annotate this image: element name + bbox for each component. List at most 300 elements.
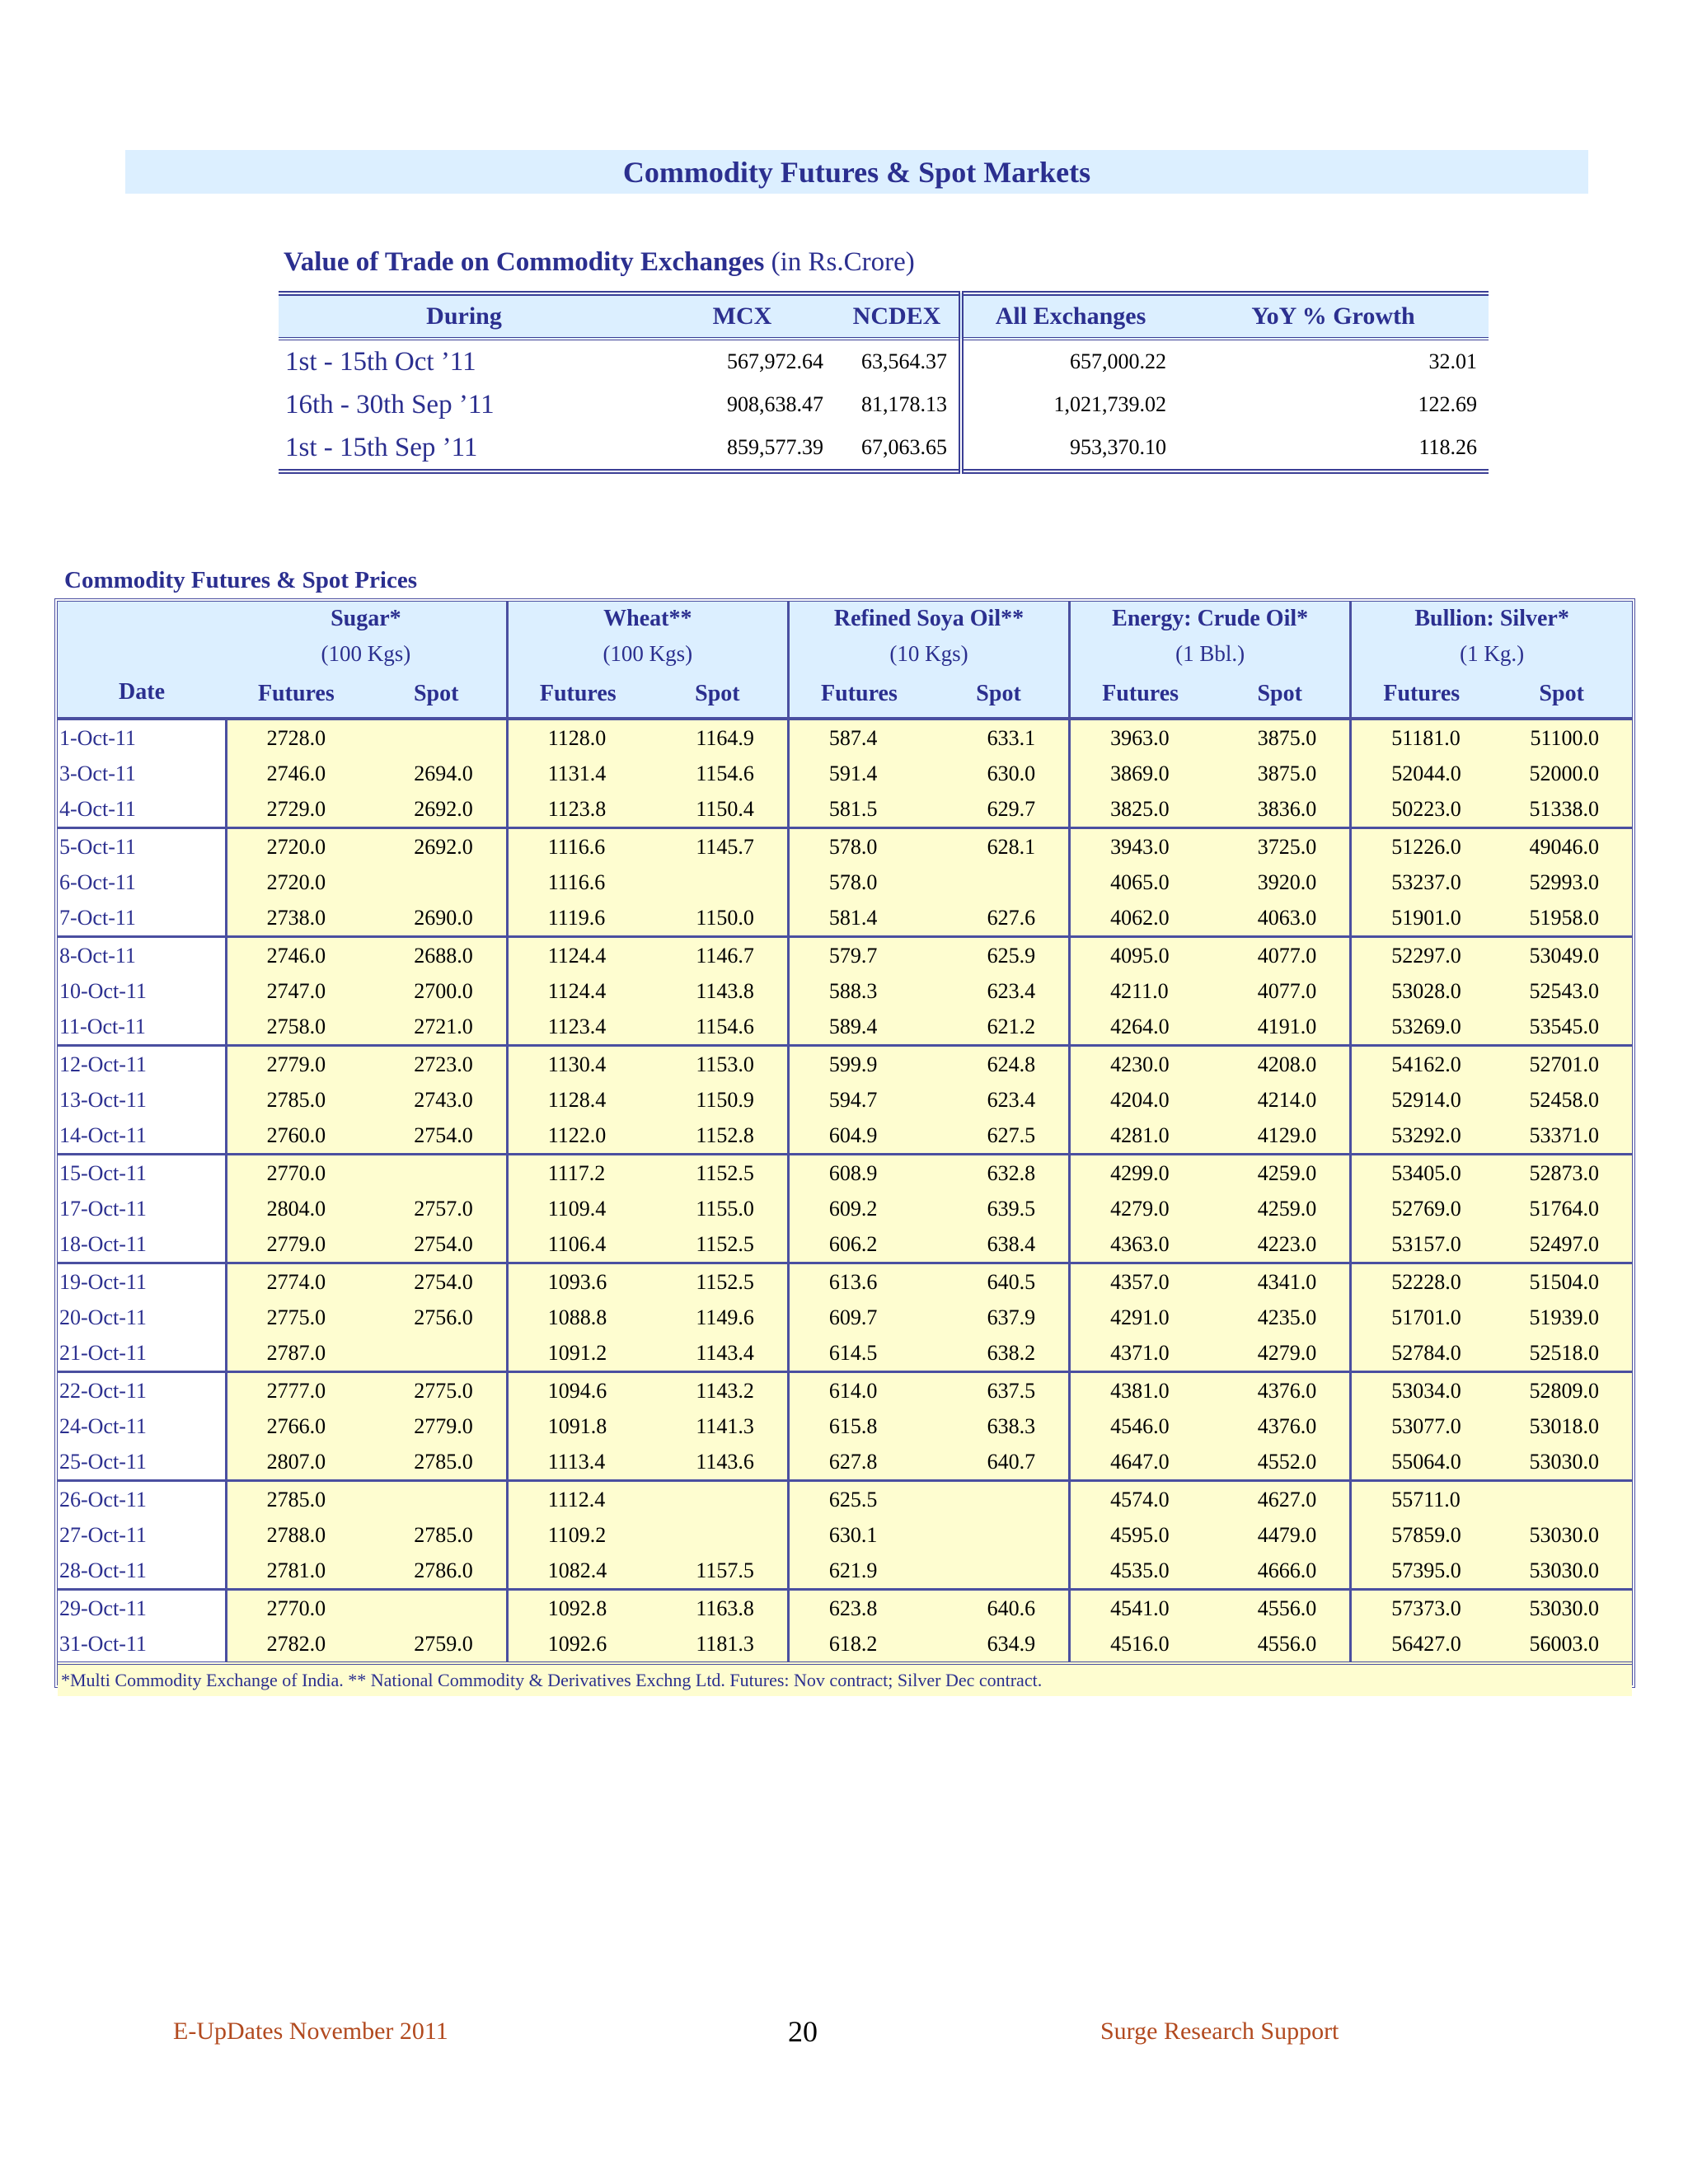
futures-value: 2758.0 bbox=[226, 1009, 367, 1046]
futures-value: 1130.4 bbox=[507, 1046, 648, 1083]
spot-value: 2757.0 bbox=[367, 1191, 508, 1226]
futures-value: 53157.0 bbox=[1351, 1226, 1492, 1263]
futures-value: 623.8 bbox=[788, 1590, 929, 1627]
spot-value: 2785.0 bbox=[367, 1517, 508, 1553]
date-cell: 27-Oct-11 bbox=[58, 1517, 226, 1553]
footnote-row bbox=[58, 1663, 1632, 1696]
price-row bbox=[58, 1009, 1632, 1046]
header-during: During bbox=[279, 293, 649, 339]
futures-value: 578.0 bbox=[788, 865, 929, 900]
spot-value: 638.3 bbox=[929, 1408, 1070, 1444]
spot-value bbox=[929, 1553, 1070, 1590]
futures-value: 2729.0 bbox=[226, 791, 367, 828]
futures-value: 52297.0 bbox=[1351, 937, 1492, 974]
price-row bbox=[58, 1226, 1632, 1263]
futures-value: 4535.0 bbox=[1070, 1553, 1211, 1590]
date-cell: 25-Oct-11 bbox=[58, 1444, 226, 1481]
spot-value: 1154.6 bbox=[648, 1009, 789, 1046]
date-cell: 1-Oct-11 bbox=[58, 719, 226, 756]
spot-value: 1153.0 bbox=[648, 1046, 789, 1083]
futures-value: 2804.0 bbox=[226, 1191, 367, 1226]
value-table-title bbox=[284, 247, 915, 278]
spot-value: 638.2 bbox=[929, 1335, 1070, 1372]
futures-value: 4574.0 bbox=[1070, 1481, 1211, 1518]
group-crude-oil: Energy: Crude Oil* bbox=[1070, 602, 1351, 636]
mcx-cell: 859,577.39 bbox=[727, 435, 823, 459]
price-row bbox=[58, 973, 1632, 1009]
futures-value: 1082.4 bbox=[507, 1553, 648, 1590]
futures-value: 4381.0 bbox=[1070, 1372, 1211, 1409]
spot-value: 4208.0 bbox=[1210, 1046, 1351, 1083]
spot-value: 1152.8 bbox=[648, 1118, 789, 1155]
futures-value: 4291.0 bbox=[1070, 1300, 1211, 1335]
futures-value: 614.0 bbox=[788, 1372, 929, 1409]
spot-value: 2723.0 bbox=[367, 1046, 508, 1083]
futures-value: 1091.2 bbox=[507, 1335, 648, 1372]
spot-header: Spot bbox=[1491, 671, 1632, 719]
value-of-trade-table bbox=[279, 291, 1489, 474]
futures-value: 1122.0 bbox=[507, 1118, 648, 1155]
spot-value: 4214.0 bbox=[1210, 1082, 1351, 1118]
spot-value: 637.5 bbox=[929, 1372, 1070, 1409]
price-row bbox=[58, 756, 1632, 791]
futures-value: 54162.0 bbox=[1351, 1046, 1492, 1083]
date-cell: 6-Oct-11 bbox=[58, 865, 226, 900]
price-row bbox=[58, 1155, 1632, 1192]
futures-value: 51226.0 bbox=[1351, 828, 1492, 865]
futures-value: 613.6 bbox=[788, 1263, 929, 1301]
futures-value: 627.8 bbox=[788, 1444, 929, 1481]
group-sugar: Sugar* bbox=[226, 602, 507, 636]
futures-value: 1124.4 bbox=[507, 973, 648, 1009]
spot-value: 4479.0 bbox=[1210, 1517, 1351, 1553]
futures-value: 587.4 bbox=[788, 719, 929, 756]
futures-value: 2787.0 bbox=[226, 1335, 367, 1372]
spot-header: Spot bbox=[648, 671, 789, 719]
futures-value: 1116.6 bbox=[507, 828, 648, 865]
futures-value: 594.7 bbox=[788, 1082, 929, 1118]
futures-value: 4230.0 bbox=[1070, 1046, 1211, 1083]
spot-value: 629.7 bbox=[929, 791, 1070, 828]
date-cell: 21-Oct-11 bbox=[58, 1335, 226, 1372]
value-table-title-text: Value of Trade on Commodity Exchanges bbox=[284, 247, 765, 277]
futures-value: 579.7 bbox=[788, 937, 929, 974]
spot-value: 624.8 bbox=[929, 1046, 1070, 1083]
spot-value bbox=[367, 1155, 508, 1192]
price-row bbox=[58, 791, 1632, 828]
page-number: 20 bbox=[788, 2015, 818, 2048]
price-row bbox=[58, 1372, 1632, 1409]
date-cell: 22-Oct-11 bbox=[58, 1372, 226, 1409]
spot-value: 634.9 bbox=[929, 1626, 1070, 1663]
futures-value: 608.9 bbox=[788, 1155, 929, 1192]
spot-value: 1157.5 bbox=[648, 1553, 789, 1590]
price-row bbox=[58, 865, 1632, 900]
spot-value: 1150.9 bbox=[648, 1082, 789, 1118]
spot-value: 2785.0 bbox=[367, 1444, 508, 1481]
futures-value: 591.4 bbox=[788, 756, 929, 791]
futures-value: 3869.0 bbox=[1070, 756, 1211, 791]
group-name-row bbox=[58, 602, 1632, 636]
futures-value: 50223.0 bbox=[1351, 791, 1492, 828]
futures-value: 4546.0 bbox=[1070, 1408, 1211, 1444]
date-cell: 17-Oct-11 bbox=[58, 1191, 226, 1226]
futures-value: 618.2 bbox=[788, 1626, 929, 1663]
spot-header: Spot bbox=[1210, 671, 1351, 719]
date-cell: 11-Oct-11 bbox=[58, 1009, 226, 1046]
spot-value: 3836.0 bbox=[1210, 791, 1351, 828]
unit-wheat: (100 Kgs) bbox=[507, 636, 788, 671]
spot-value: 52993.0 bbox=[1491, 865, 1632, 900]
footer-publication: E-UpDates November 2011 bbox=[173, 2018, 448, 2045]
spot-value bbox=[648, 865, 789, 900]
futures-header: Futures bbox=[507, 671, 648, 719]
futures-value: 604.9 bbox=[788, 1118, 929, 1155]
spot-value: 2756.0 bbox=[367, 1300, 508, 1335]
spot-value: 1143.2 bbox=[648, 1372, 789, 1409]
futures-header: Futures bbox=[1351, 671, 1492, 719]
spot-value: 1152.5 bbox=[648, 1263, 789, 1301]
spot-value: 52701.0 bbox=[1491, 1046, 1632, 1083]
futures-value: 1093.6 bbox=[507, 1263, 648, 1301]
all-exchanges-cell: 953,370.10 bbox=[1070, 435, 1166, 459]
price-row bbox=[58, 1118, 1632, 1155]
spot-value: 53030.0 bbox=[1491, 1553, 1632, 1590]
date-cell: 13-Oct-11 bbox=[58, 1082, 226, 1118]
futures-value: 52044.0 bbox=[1351, 756, 1492, 791]
spot-value: 1163.8 bbox=[648, 1590, 789, 1627]
futures-value: 53237.0 bbox=[1351, 865, 1492, 900]
spot-value: 4235.0 bbox=[1210, 1300, 1351, 1335]
price-table-frame bbox=[54, 598, 1635, 1688]
spot-value: 623.4 bbox=[929, 1082, 1070, 1118]
spot-value: 1164.9 bbox=[648, 719, 789, 756]
spot-value: 4376.0 bbox=[1210, 1408, 1351, 1444]
spot-value: 628.1 bbox=[929, 828, 1070, 865]
futures-value: 1131.4 bbox=[507, 756, 648, 791]
spot-value: 632.8 bbox=[929, 1155, 1070, 1192]
value-table-unit: (in Rs.Crore) bbox=[771, 247, 915, 277]
futures-value: 52914.0 bbox=[1351, 1082, 1492, 1118]
date-cell: 14-Oct-11 bbox=[58, 1118, 226, 1155]
spot-value: 1145.7 bbox=[648, 828, 789, 865]
futures-value: 4204.0 bbox=[1070, 1082, 1211, 1118]
mcx-cell: 567,972.64 bbox=[727, 349, 823, 373]
spot-value: 51764.0 bbox=[1491, 1191, 1632, 1226]
futures-value: 4647.0 bbox=[1070, 1444, 1211, 1481]
header-all-exchanges: All Exchanges bbox=[961, 293, 1178, 339]
spot-value: 51338.0 bbox=[1491, 791, 1632, 828]
futures-value: 4279.0 bbox=[1070, 1191, 1211, 1226]
price-row bbox=[58, 1590, 1632, 1627]
date-cell: 31-Oct-11 bbox=[58, 1626, 226, 1663]
futures-value: 1092.8 bbox=[507, 1590, 648, 1627]
futures-value: 2738.0 bbox=[226, 900, 367, 937]
futures-value: 51901.0 bbox=[1351, 900, 1492, 937]
price-row bbox=[58, 1626, 1632, 1663]
spot-value: 53545.0 bbox=[1491, 1009, 1632, 1046]
spot-header: Spot bbox=[367, 671, 508, 719]
unit-crude-oil: (1 Bbl.) bbox=[1070, 636, 1351, 671]
spot-value: 4279.0 bbox=[1210, 1335, 1351, 1372]
header-yoy-growth: YoY % Growth bbox=[1178, 293, 1489, 339]
date-cell: 18-Oct-11 bbox=[58, 1226, 226, 1263]
spot-value bbox=[929, 1481, 1070, 1518]
futures-value: 53034.0 bbox=[1351, 1372, 1492, 1409]
spot-value: 2690.0 bbox=[367, 900, 508, 937]
futures-value: 2807.0 bbox=[226, 1444, 367, 1481]
all-exchanges-cell: 1,021,739.02 bbox=[1053, 392, 1166, 416]
price-row bbox=[58, 1191, 1632, 1226]
futures-value: 57395.0 bbox=[1351, 1553, 1492, 1590]
date-cell: 26-Oct-11 bbox=[58, 1481, 226, 1518]
spot-value: 51939.0 bbox=[1491, 1300, 1632, 1335]
yoy-growth-cell: 122.69 bbox=[1418, 392, 1477, 416]
spot-value: 52497.0 bbox=[1491, 1226, 1632, 1263]
futures-value: 2760.0 bbox=[226, 1118, 367, 1155]
spot-value bbox=[929, 865, 1070, 900]
futures-value: 606.2 bbox=[788, 1226, 929, 1263]
spot-value: 1143.6 bbox=[648, 1444, 789, 1481]
futures-value: 55064.0 bbox=[1351, 1444, 1492, 1481]
spot-value: 2700.0 bbox=[367, 973, 508, 1009]
group-soya-oil: Refined Soya Oil** bbox=[788, 602, 1069, 636]
spot-value: 1154.6 bbox=[648, 756, 789, 791]
futures-value: 51181.0 bbox=[1351, 719, 1492, 756]
spot-value: 52873.0 bbox=[1491, 1155, 1632, 1192]
spot-value: 637.9 bbox=[929, 1300, 1070, 1335]
spot-value: 2743.0 bbox=[367, 1082, 508, 1118]
spot-value: 2692.0 bbox=[367, 828, 508, 865]
futures-value: 589.4 bbox=[788, 1009, 929, 1046]
spot-value: 2754.0 bbox=[367, 1226, 508, 1263]
spot-value: 1150.0 bbox=[648, 900, 789, 937]
spot-value: 640.6 bbox=[929, 1590, 1070, 1627]
date-cell: 3-Oct-11 bbox=[58, 756, 226, 791]
date-cell: 15-Oct-11 bbox=[58, 1155, 226, 1192]
period-cell: 16th - 30th Sep ’11 bbox=[285, 389, 495, 419]
spot-value: 2754.0 bbox=[367, 1263, 508, 1301]
spot-value: 4063.0 bbox=[1210, 900, 1351, 937]
futures-value: 4065.0 bbox=[1070, 865, 1211, 900]
spot-value: 1143.4 bbox=[648, 1335, 789, 1372]
spot-value: 1150.4 bbox=[648, 791, 789, 828]
spot-value: 52000.0 bbox=[1491, 756, 1632, 791]
spot-value: 640.7 bbox=[929, 1444, 1070, 1481]
price-row bbox=[58, 828, 1632, 865]
futures-value: 4541.0 bbox=[1070, 1590, 1211, 1627]
spot-value bbox=[367, 865, 508, 900]
spot-value: 52458.0 bbox=[1491, 1082, 1632, 1118]
spot-value: 630.0 bbox=[929, 756, 1070, 791]
spot-value bbox=[1491, 1481, 1632, 1518]
spot-value: 1149.6 bbox=[648, 1300, 789, 1335]
spot-value bbox=[648, 1481, 789, 1518]
spot-value: 638.4 bbox=[929, 1226, 1070, 1263]
spot-value: 51100.0 bbox=[1491, 719, 1632, 756]
spot-value bbox=[367, 1481, 508, 1518]
futures-value: 4281.0 bbox=[1070, 1118, 1211, 1155]
spot-value: 1141.3 bbox=[648, 1408, 789, 1444]
futures-value: 2766.0 bbox=[226, 1408, 367, 1444]
spot-value: 2721.0 bbox=[367, 1009, 508, 1046]
futures-value: 4595.0 bbox=[1070, 1517, 1211, 1553]
futures-value: 53292.0 bbox=[1351, 1118, 1492, 1155]
unit-silver: (1 Kg.) bbox=[1351, 636, 1632, 671]
date-header: Date bbox=[58, 671, 226, 719]
date-cell: 28-Oct-11 bbox=[58, 1553, 226, 1590]
futures-value: 2720.0 bbox=[226, 865, 367, 900]
futures-value: 1128.0 bbox=[507, 719, 648, 756]
price-row bbox=[58, 1300, 1632, 1335]
futures-value: 2775.0 bbox=[226, 1300, 367, 1335]
futures-value: 3943.0 bbox=[1070, 828, 1211, 865]
spot-value: 49046.0 bbox=[1491, 828, 1632, 865]
futures-value: 2777.0 bbox=[226, 1372, 367, 1409]
date-header-blank bbox=[58, 602, 226, 671]
date-cell: 12-Oct-11 bbox=[58, 1046, 226, 1083]
spot-value: 2759.0 bbox=[367, 1626, 508, 1663]
value-table-row bbox=[279, 426, 1489, 471]
spot-value: 56003.0 bbox=[1491, 1626, 1632, 1663]
spot-value: 2786.0 bbox=[367, 1553, 508, 1590]
spot-header: Spot bbox=[929, 671, 1070, 719]
date-cell: 8-Oct-11 bbox=[58, 937, 226, 974]
futures-value: 2788.0 bbox=[226, 1517, 367, 1553]
futures-value: 1119.6 bbox=[507, 900, 648, 937]
futures-value: 609.7 bbox=[788, 1300, 929, 1335]
spot-value: 2779.0 bbox=[367, 1408, 508, 1444]
value-table-row bbox=[279, 383, 1489, 426]
futures-value: 2770.0 bbox=[226, 1155, 367, 1192]
spot-value: 4259.0 bbox=[1210, 1155, 1351, 1192]
price-row bbox=[58, 1408, 1632, 1444]
spot-value: 1152.5 bbox=[648, 1155, 789, 1192]
spot-value: 2694.0 bbox=[367, 756, 508, 791]
futures-value: 615.8 bbox=[788, 1408, 929, 1444]
futures-value: 2779.0 bbox=[226, 1226, 367, 1263]
spot-value: 4556.0 bbox=[1210, 1590, 1351, 1627]
futures-value: 2746.0 bbox=[226, 937, 367, 974]
futures-value: 1112.4 bbox=[507, 1481, 648, 1518]
footer-publisher: Surge Research Support bbox=[1100, 2018, 1339, 2045]
spot-value: 52518.0 bbox=[1491, 1335, 1632, 1372]
futures-value: 2746.0 bbox=[226, 756, 367, 791]
spot-value: 4341.0 bbox=[1210, 1263, 1351, 1301]
spot-value: 3875.0 bbox=[1210, 719, 1351, 756]
price-row bbox=[58, 900, 1632, 937]
spot-value bbox=[367, 1590, 508, 1627]
spot-value: 53030.0 bbox=[1491, 1590, 1632, 1627]
futures-value: 625.5 bbox=[788, 1481, 929, 1518]
spot-value: 639.5 bbox=[929, 1191, 1070, 1226]
futures-value: 2747.0 bbox=[226, 973, 367, 1009]
futures-value: 4357.0 bbox=[1070, 1263, 1211, 1301]
date-cell: 5-Oct-11 bbox=[58, 828, 226, 865]
futures-value: 52769.0 bbox=[1351, 1191, 1492, 1226]
unit-soya-oil: (10 Kgs) bbox=[788, 636, 1069, 671]
spot-value: 4191.0 bbox=[1210, 1009, 1351, 1046]
spot-value: 4223.0 bbox=[1210, 1226, 1351, 1263]
futures-value: 1116.6 bbox=[507, 865, 648, 900]
price-row bbox=[58, 1517, 1632, 1553]
commodity-prices-table bbox=[58, 602, 1632, 1696]
futures-value: 1123.4 bbox=[507, 1009, 648, 1046]
spot-value: 4556.0 bbox=[1210, 1626, 1351, 1663]
futures-value: 599.9 bbox=[788, 1046, 929, 1083]
all-exchanges-cell: 657,000.22 bbox=[1070, 349, 1166, 373]
futures-value: 578.0 bbox=[788, 828, 929, 865]
spot-value: 53018.0 bbox=[1491, 1408, 1632, 1444]
spot-value: 1143.8 bbox=[648, 973, 789, 1009]
futures-value: 2770.0 bbox=[226, 1590, 367, 1627]
date-cell: 29-Oct-11 bbox=[58, 1590, 226, 1627]
group-unit-row bbox=[58, 636, 1632, 671]
price-row bbox=[58, 1082, 1632, 1118]
futures-value: 1088.8 bbox=[507, 1300, 648, 1335]
value-table-row bbox=[279, 339, 1489, 383]
futures-value: 630.1 bbox=[788, 1517, 929, 1553]
futures-value: 4211.0 bbox=[1070, 973, 1211, 1009]
futures-value: 55711.0 bbox=[1351, 1481, 1492, 1518]
mcx-cell: 908,638.47 bbox=[727, 392, 823, 416]
price-row bbox=[58, 719, 1632, 756]
spot-value: 4077.0 bbox=[1210, 937, 1351, 974]
spot-value: 52543.0 bbox=[1491, 973, 1632, 1009]
futures-value: 2779.0 bbox=[226, 1046, 367, 1083]
futures-value: 1091.8 bbox=[507, 1408, 648, 1444]
futures-value: 1092.6 bbox=[507, 1626, 648, 1663]
futures-value: 588.3 bbox=[788, 973, 929, 1009]
spot-value: 621.2 bbox=[929, 1009, 1070, 1046]
spot-value: 3725.0 bbox=[1210, 828, 1351, 865]
spot-value: 4666.0 bbox=[1210, 1553, 1351, 1590]
price-row bbox=[58, 1335, 1632, 1372]
spot-value: 640.5 bbox=[929, 1263, 1070, 1301]
futures-value: 1113.4 bbox=[507, 1444, 648, 1481]
futures-value: 53077.0 bbox=[1351, 1408, 1492, 1444]
unit-sugar: (100 Kgs) bbox=[226, 636, 507, 671]
spot-value: 4627.0 bbox=[1210, 1481, 1351, 1518]
futures-value: 1106.4 bbox=[507, 1226, 648, 1263]
futures-value: 52228.0 bbox=[1351, 1263, 1492, 1301]
spot-value: 4259.0 bbox=[1210, 1191, 1351, 1226]
futures-value: 1128.4 bbox=[507, 1082, 648, 1118]
futures-value: 3825.0 bbox=[1070, 791, 1211, 828]
date-cell: 19-Oct-11 bbox=[58, 1263, 226, 1301]
footnote: *Multi Commodity Exchange of India. ** National Commodity & Derivatives Exchng Ltd. Futures: Nov contract; Silver Dec contract. bbox=[58, 1663, 1632, 1696]
spot-value: 625.9 bbox=[929, 937, 1070, 974]
spot-value: 2688.0 bbox=[367, 937, 508, 974]
spot-value: 53049.0 bbox=[1491, 937, 1632, 974]
spot-value: 3875.0 bbox=[1210, 756, 1351, 791]
spot-value: 623.4 bbox=[929, 973, 1070, 1009]
spot-value: 53030.0 bbox=[1491, 1517, 1632, 1553]
futures-value: 609.2 bbox=[788, 1191, 929, 1226]
futures-value: 1117.2 bbox=[507, 1155, 648, 1192]
group-wheat: Wheat** bbox=[507, 602, 788, 636]
futures-value: 52784.0 bbox=[1351, 1335, 1492, 1372]
futures-value: 57373.0 bbox=[1351, 1590, 1492, 1627]
yoy-growth-cell: 32.01 bbox=[1428, 349, 1477, 373]
group-silver: Bullion: Silver* bbox=[1351, 602, 1632, 636]
futures-value: 4363.0 bbox=[1070, 1226, 1211, 1263]
spot-value: 4376.0 bbox=[1210, 1372, 1351, 1409]
spot-value: 4077.0 bbox=[1210, 973, 1351, 1009]
futures-value: 1123.8 bbox=[507, 791, 648, 828]
futures-header: Futures bbox=[1070, 671, 1211, 719]
spot-value: 2692.0 bbox=[367, 791, 508, 828]
